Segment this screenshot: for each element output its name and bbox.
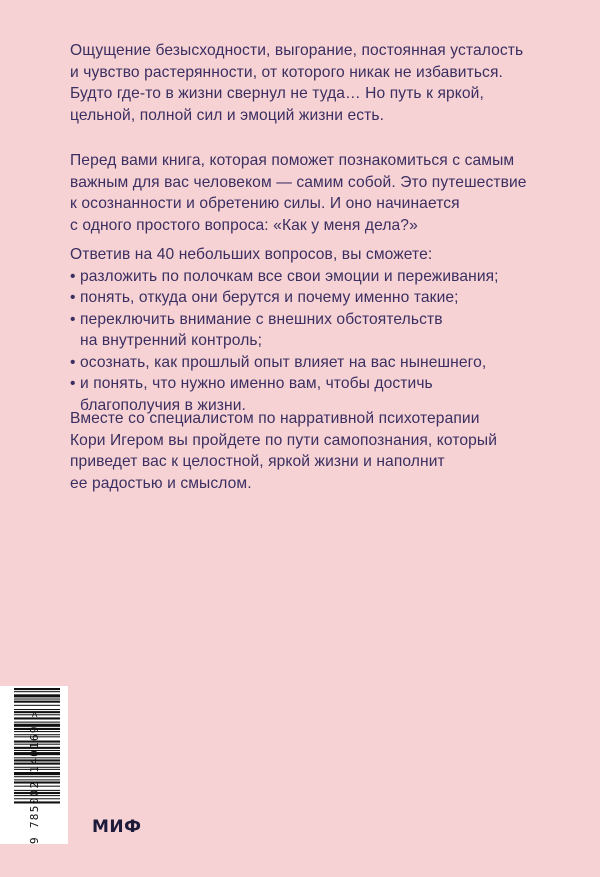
list-item: • понять, откуда они берутся и почему именно такие; (70, 287, 570, 309)
list-item: • разложить по полочкам все свои эмоции и переживания; (70, 266, 570, 288)
text-line: Будто где-то в жизни свернул не туда… Но путь к яркой, (70, 85, 484, 102)
text-line: ее радостью и смыслом. (70, 474, 252, 492)
text-line: Перед вами книга, которая поможет познакомиться с самым (70, 152, 515, 169)
description-paragraph-3 (70, 244, 570, 416)
list-item: • переключить внимание с внешних обстоятельств на внутренний контроль; (70, 309, 570, 352)
description-paragraph-2 (70, 150, 570, 236)
text-line: к осознанности и обретению силы. И оно начинается (70, 195, 460, 212)
benefits-list (70, 266, 570, 417)
text-line: цельной, полной сил и эмоций жизни есть. (70, 106, 385, 124)
barcode-bar (14, 688, 60, 690)
description-paragraph-4 (70, 408, 570, 494)
list-item: • осознать, как прошлый опыт влияет на вас нынешнего, (70, 352, 570, 374)
text-line: Вместе со специалистом по нарративной психотерапии (70, 410, 480, 427)
text-line: с одного простого вопроса: «Как у меня дела?» (70, 216, 418, 234)
text-line: важным для вас человеком — самим собой. Это путешествие (70, 173, 527, 191)
list-intro: Ответив на 40 небольших вопросов, вы сможете: (70, 246, 433, 263)
list-item: • и понять, что нужно именно вам, чтобы достичь благополучия в жизни. (70, 373, 570, 416)
publisher-logo: МИФ (92, 817, 142, 837)
description-paragraph-1 (70, 40, 570, 126)
text-line: Кори Игером вы пройдете по пути самопознания, который (70, 431, 498, 449)
isbn-barcode (0, 686, 68, 844)
barcode-digits: 9 785002 140169 > (28, 709, 41, 844)
text-line: Ощущение безысходности, выгорание, постоянная усталость (70, 42, 524, 59)
text-line: и чувство растерянности, от которого никак не избавиться. (70, 63, 503, 81)
text-line: приведет вас к целостной, яркой жизни и наполнит (70, 453, 445, 470)
